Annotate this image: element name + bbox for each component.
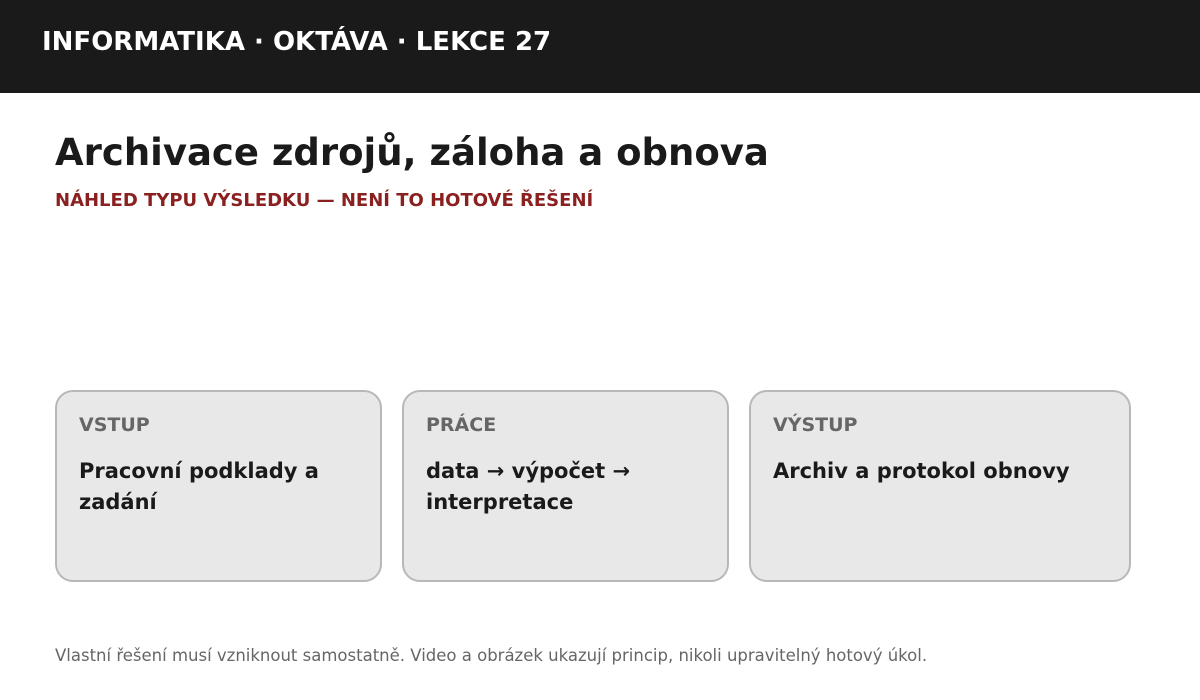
card-label: PRÁCE [426, 414, 497, 436]
header-bar [0, 0, 1200, 93]
card-input [55, 390, 382, 582]
page-subtitle: NÁHLED TYPU VÝSLEDKU — NENÍ TO HOTOVÉ ŘEŠENÍ [55, 190, 594, 211]
page-title: Archivace zdrojů, záloha a obnova [55, 131, 769, 174]
card-text: Archiv a protokol obnovy [773, 459, 1070, 483]
card-output [749, 390, 1131, 582]
card-label: VÝSTUP [773, 414, 858, 436]
course-label: INFORMATIKA · OKTÁVA · LEKCE 27 [42, 27, 552, 57]
card-work [402, 390, 729, 582]
footnote: Vlastní řešení musí vzniknout samostatně. Video a obrázek ukazují princip, nikoli upravitelný hotový úkol. [55, 646, 928, 665]
card-text: data → výpočet → interpretace [426, 459, 631, 514]
card-text: Pracovní podklady a zadání [79, 459, 319, 514]
card-label: VSTUP [79, 414, 150, 436]
